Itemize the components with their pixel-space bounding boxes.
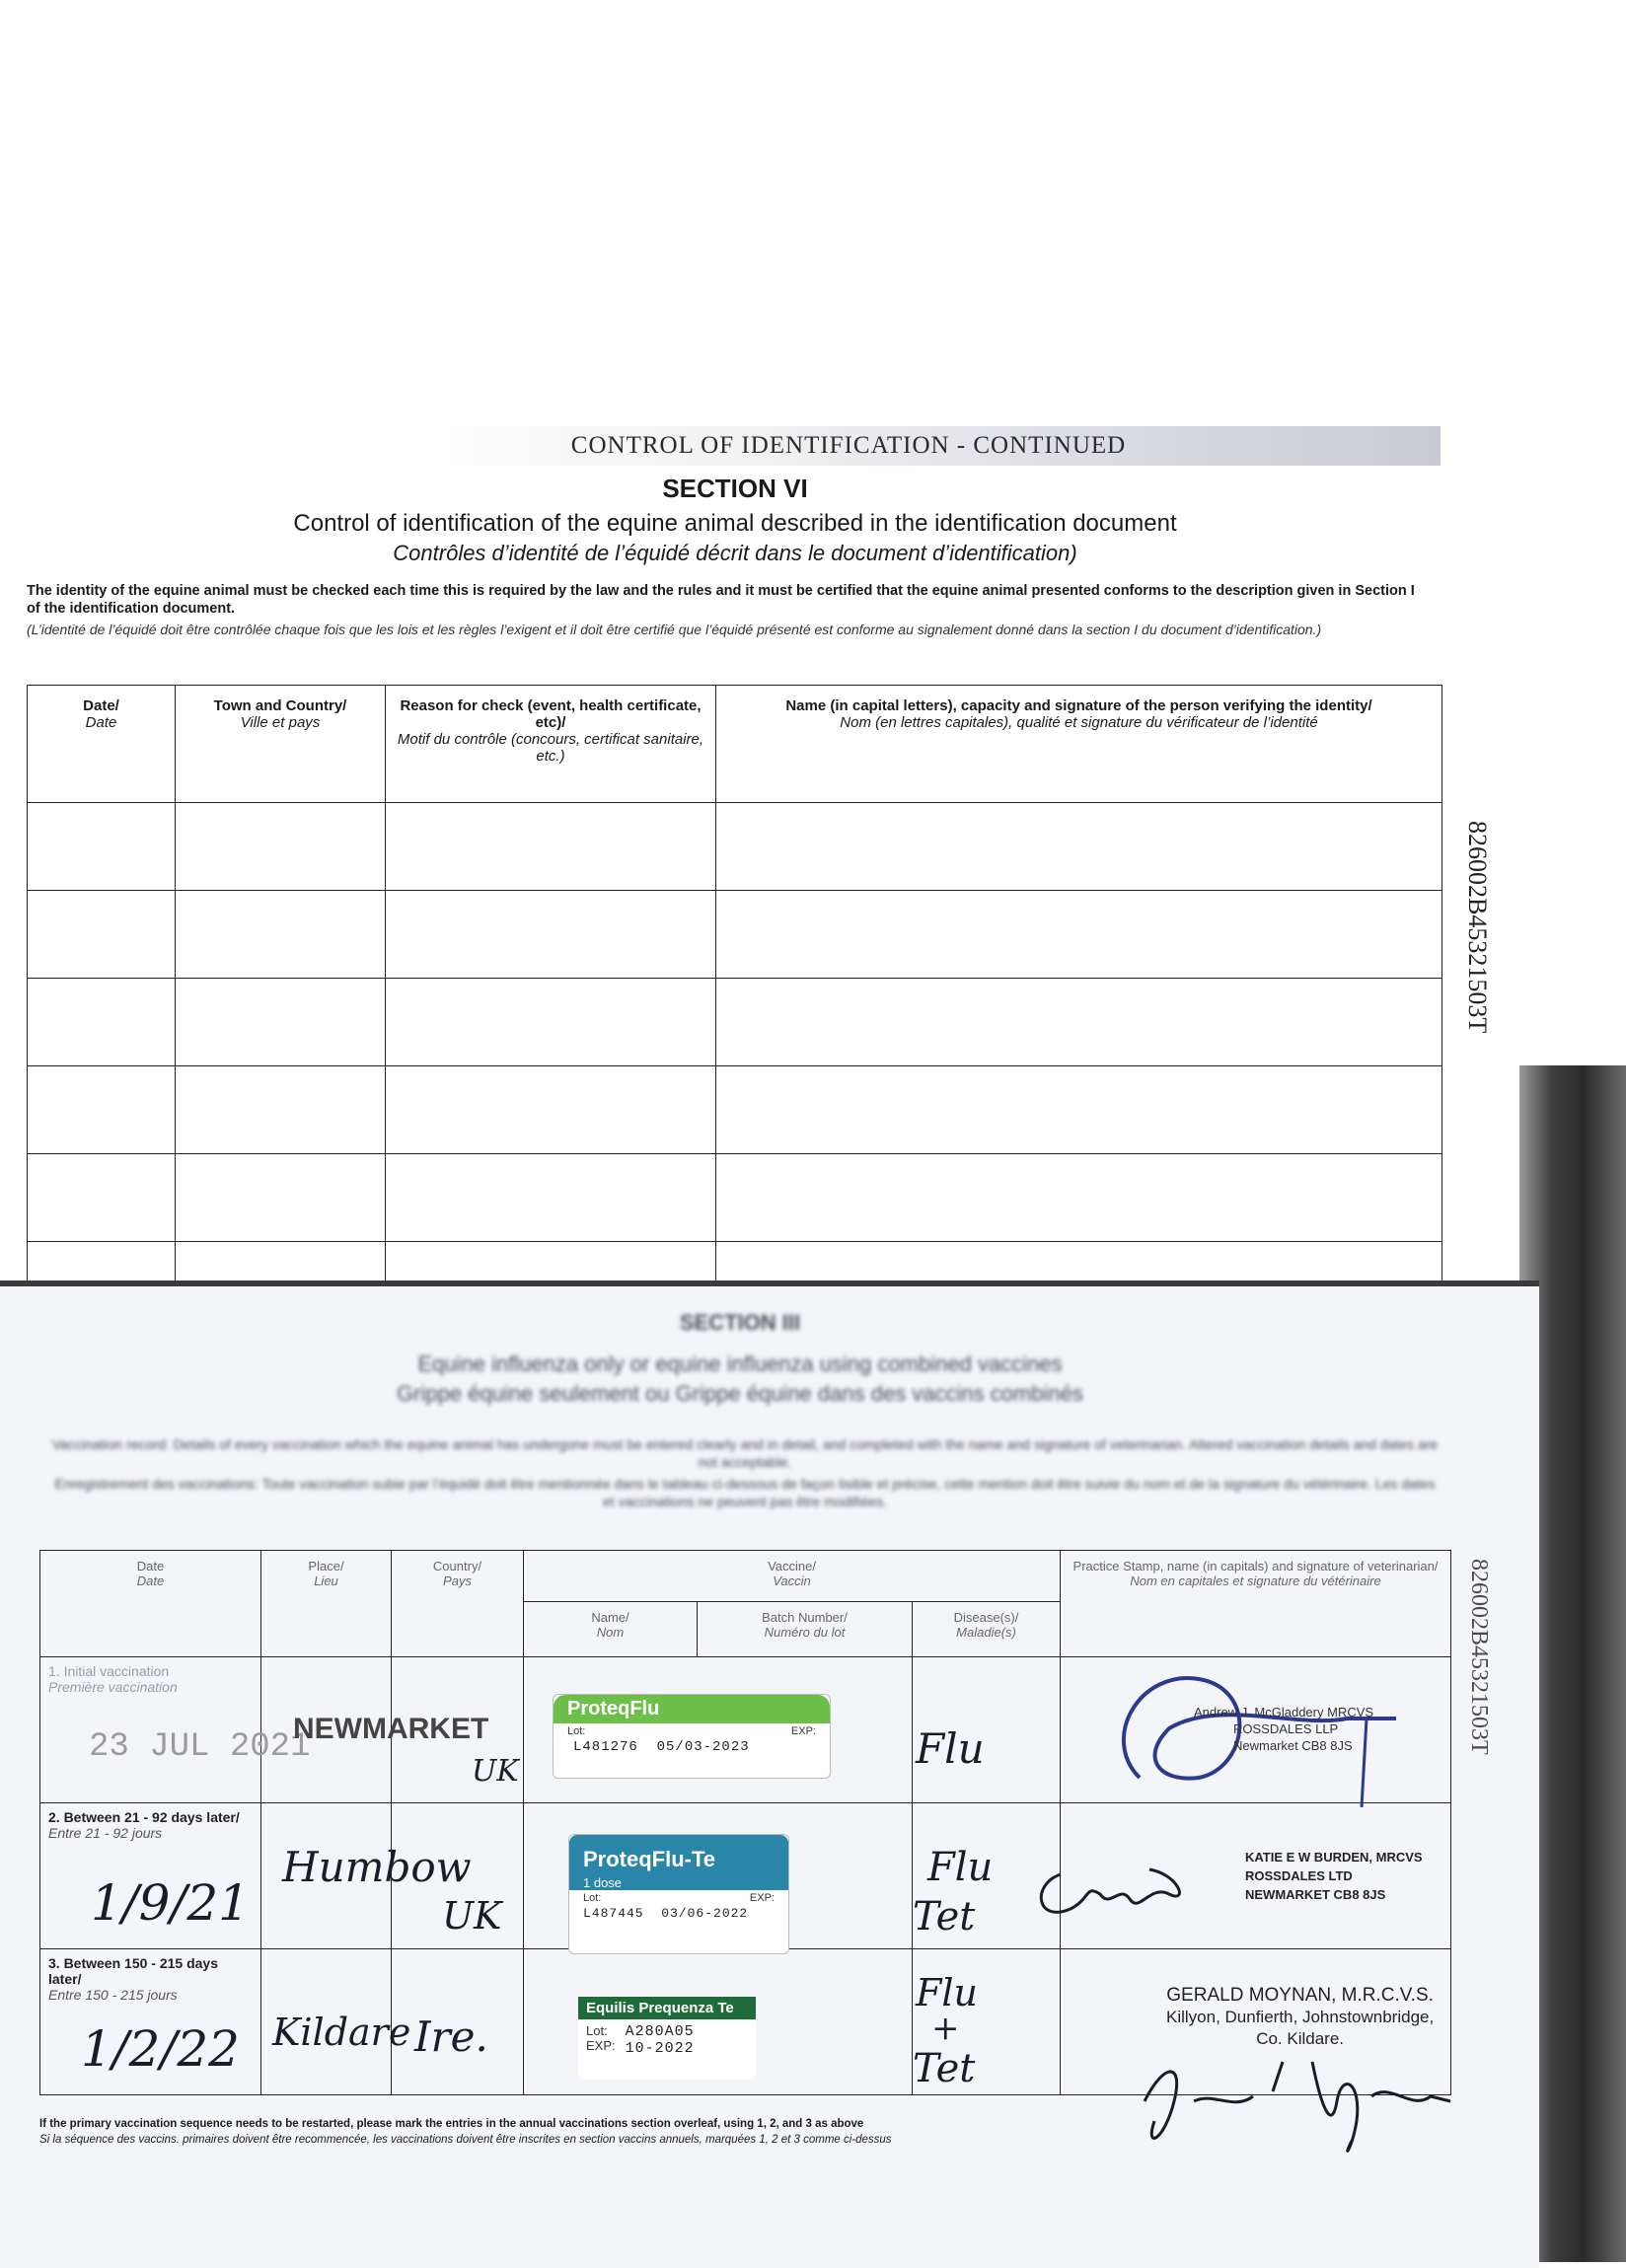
passport-id-side-lower: 826002B45321503T (1466, 1559, 1492, 1755)
cell-verifier[interactable] (716, 1066, 1442, 1154)
table-row (28, 979, 1442, 1066)
row2-vet-stamp: KATIE E W BURDEN, MRCVS ROSSDALES LTD NEWMARKET CB8 8JS (1245, 1850, 1423, 1902)
row3-vet-signature (1125, 2042, 1460, 2160)
col-reason: Reason for check (event, health certificate, etc)/ Motif du contrôle (concours, certificat sanitaire, etc.) (386, 686, 716, 803)
row3-disease-1: Flu (916, 1971, 978, 2014)
row3-vaccine-label: Equilis Prequenza Te Lot: EXP: A280A05 10-2022 (578, 1997, 756, 2080)
vaccination-footer-en: If the primary vaccination sequence needs to be restarted, please mark the entries in the annual vaccinations section overleaf, using 1, 2, and 3 as above (39, 2118, 864, 2130)
table-row (28, 803, 1442, 891)
col-date: Date/ Date (28, 686, 176, 803)
vaccination-row-2: 2. Between 21 - 92 days later/ Entre 21 - 92 jours (40, 1803, 1451, 1949)
col-vaccine-name: Name/ Nom (524, 1602, 698, 1657)
cell-town[interactable] (176, 1242, 386, 1282)
row3-disease-3: Tet (913, 2046, 976, 2091)
section-iii-title: SECTION III (679, 1310, 801, 1335)
row1-lot: L481276 (573, 1739, 638, 1755)
cell-reason[interactable] (386, 803, 716, 891)
table-row (28, 1066, 1442, 1154)
section-vi-subtitle-en: Control of identification of the equine animal described in the identification document (293, 510, 1177, 537)
row3-vet-stamp: GERALD MOYNAN, M.R.C.V.S. Killyon, Dunfierth, Johnstownbridge, Co. Kildare. (1166, 1985, 1435, 2048)
cell-date[interactable] (28, 1066, 176, 1154)
row1-disease: Flu (916, 1724, 985, 1773)
row1-date-stamp: 23 JUL 2021 (89, 1728, 311, 1766)
row1-vaccine-label: ProteqFlu Lot: EXP: L481276 05/03-2023 (553, 1694, 831, 1779)
section-vi-intro-fr: (L’identité de l’équidé doit être contrôlée chaque fois que les lois et les règles l’exigent et il doit être certifié que l’équidé présenté est conforme au signalement donné dans la section I du document d’identification.) (27, 622, 1322, 637)
vaccine-dose: 1 dose (569, 1875, 788, 1890)
cell-verifier[interactable] (716, 979, 1442, 1066)
row2-lot: L487445 (583, 1906, 644, 1921)
cell-date[interactable] (28, 1242, 176, 1282)
section-iii-para-en: Vaccination record: Details of every vaccination which the equine animal has undergone must be entered clearly and in detail, and completed with the name and signature of veterinarian. Altered vaccination details and dates are not acceptable. (51, 1436, 1439, 1470)
col-vaccine: Vaccine/ Vaccin (524, 1551, 1061, 1602)
row3-place: Kildare (272, 2011, 411, 2054)
cell-verifier[interactable] (716, 1154, 1442, 1242)
col-vet: Practice Stamp, name (in capitals) and signature of veterinarian/ Nom en capitales et signature du vétérinaire (1061, 1551, 1451, 1657)
vaccine-brand: ProteqFlu-Te (569, 1835, 788, 1875)
row1-vet-stamp: Andrew J. McGladdery MRCVS ROSSDALES LLP Newmarket CB8 8JS (1194, 1705, 1374, 1753)
row2-exp: 03/06-2022 (661, 1906, 749, 1921)
row2-disease-1: Flu (927, 1845, 994, 1890)
col-disease: Disease(s)/ Maladie(s) (913, 1602, 1061, 1657)
row3-exp: 10-2022 (625, 2040, 695, 2057)
section-iii-subtitle-en: Equine influenza only or equine influenza using combined vaccines (417, 1352, 1063, 1376)
cell-verifier[interactable] (716, 1242, 1442, 1282)
cell-date[interactable] (28, 1154, 176, 1242)
running-header: CONTROL OF IDENTIFICATION - CONTINUED (570, 432, 1127, 459)
cell-town[interactable] (176, 1066, 386, 1154)
row1-country: UK (472, 1754, 519, 1789)
cell-town[interactable] (176, 979, 386, 1066)
table-header-row (28, 686, 1442, 803)
section-vi-title: SECTION VI (662, 474, 808, 503)
section-iii-para-fr: Enregistrement des vaccinations: Toute vaccination subie par l’équidé doit être mentionnée dans le tableau ci-dessous de façon lisible et précise, cette mention doit être suivie du nom et de la signature du vétérinaire. Les dates et vaccinations ne peuvent pas être modifiées. (54, 1476, 1436, 1509)
row2-vaccine-label: ProteqFlu-Te 1 dose Lot: EXP: L487445 03/06-2022 (568, 1834, 789, 1954)
vaccination-footer-fr: Si la séquence des vaccins. primaires doivent être recommencée, les vaccinations doivent être inscrites en section vaccins annuels, marquées 1, 2 et 3 comme ci-dessus (39, 2134, 892, 2146)
cell-reason[interactable] (386, 891, 716, 979)
row1-exp: 05/03-2023 (656, 1739, 750, 1755)
row2-disease-2: Tet (913, 1894, 976, 1939)
cell-date[interactable] (28, 891, 176, 979)
row3-lot: A280A05 (625, 2023, 695, 2040)
cell-date[interactable] (28, 979, 176, 1066)
row3-date: 1/2/22 (81, 2020, 240, 2078)
col-town-country: Town and Country/ Ville et pays (176, 686, 386, 803)
cell-reason[interactable] (386, 1066, 716, 1154)
vaccination-header-row-1 (40, 1551, 1451, 1602)
section-iii-subtitle-fr: Grippe équine seulement ou Grippe équine dans des vaccins combinés (397, 1381, 1083, 1406)
row2-place: Humbow (282, 1843, 472, 1891)
cell-date[interactable] (28, 803, 176, 891)
cell-verifier[interactable] (716, 891, 1442, 979)
row2-country: UK (442, 1894, 502, 1938)
col-date: Date Date (40, 1551, 261, 1657)
row2-date: 1/9/21 (91, 1874, 250, 1932)
vaccine-brand: ProteqFlu (554, 1695, 830, 1723)
col-batch: Batch Number/ Numéro du lot (698, 1602, 913, 1657)
row3-disease-2: + (931, 2009, 960, 2048)
row1-place-stamp: NEWMARKET (293, 1713, 489, 1745)
table-row (28, 1242, 1442, 1282)
row3-country: Ire. (414, 2012, 488, 2061)
col-verifier: Name (in capital letters), capacity and signature of the person verifying the identity/ Nom (en lettres capitales), qualité et signature du vérificateur de l’identité (716, 686, 1442, 803)
cell-reason[interactable] (386, 1242, 716, 1282)
row2-vet-signature (1031, 1855, 1199, 1934)
cell-town[interactable] (176, 803, 386, 891)
vaccination-row-3: 3. Between 150 - 215 days later/ Entre 150 - 215 jours (40, 1949, 1451, 2095)
table-row (28, 891, 1442, 979)
vaccination-row-1: 1. Initial vaccination Première vaccination (40, 1657, 1451, 1803)
running-header-band (414, 426, 1441, 466)
cell-reason[interactable] (386, 1154, 716, 1242)
col-place: Place/ Lieu (261, 1551, 392, 1657)
cell-town[interactable] (176, 1154, 386, 1242)
section-vi-intro-en: The identity of the equine animal must be checked each time this is required by the law and the rules and it must be certified that the equine animal presented conforms to the description given in Section I of the identification document. (27, 583, 1415, 617)
cell-town[interactable] (176, 891, 386, 979)
passport-id-side: 826002B45321503T (1463, 821, 1492, 1034)
col-country: Country/ Pays (392, 1551, 524, 1657)
identity-check-table (27, 685, 1442, 1282)
section-vi-subtitle-fr: Contrôles d’identité de l’équidé décrit dans le document d’identification) (393, 541, 1077, 565)
vaccine-brand: Equilis Prequenza Te (578, 1997, 756, 2019)
table-row (28, 1154, 1442, 1242)
cell-verifier[interactable] (716, 803, 1442, 891)
cell-reason[interactable] (386, 979, 716, 1066)
